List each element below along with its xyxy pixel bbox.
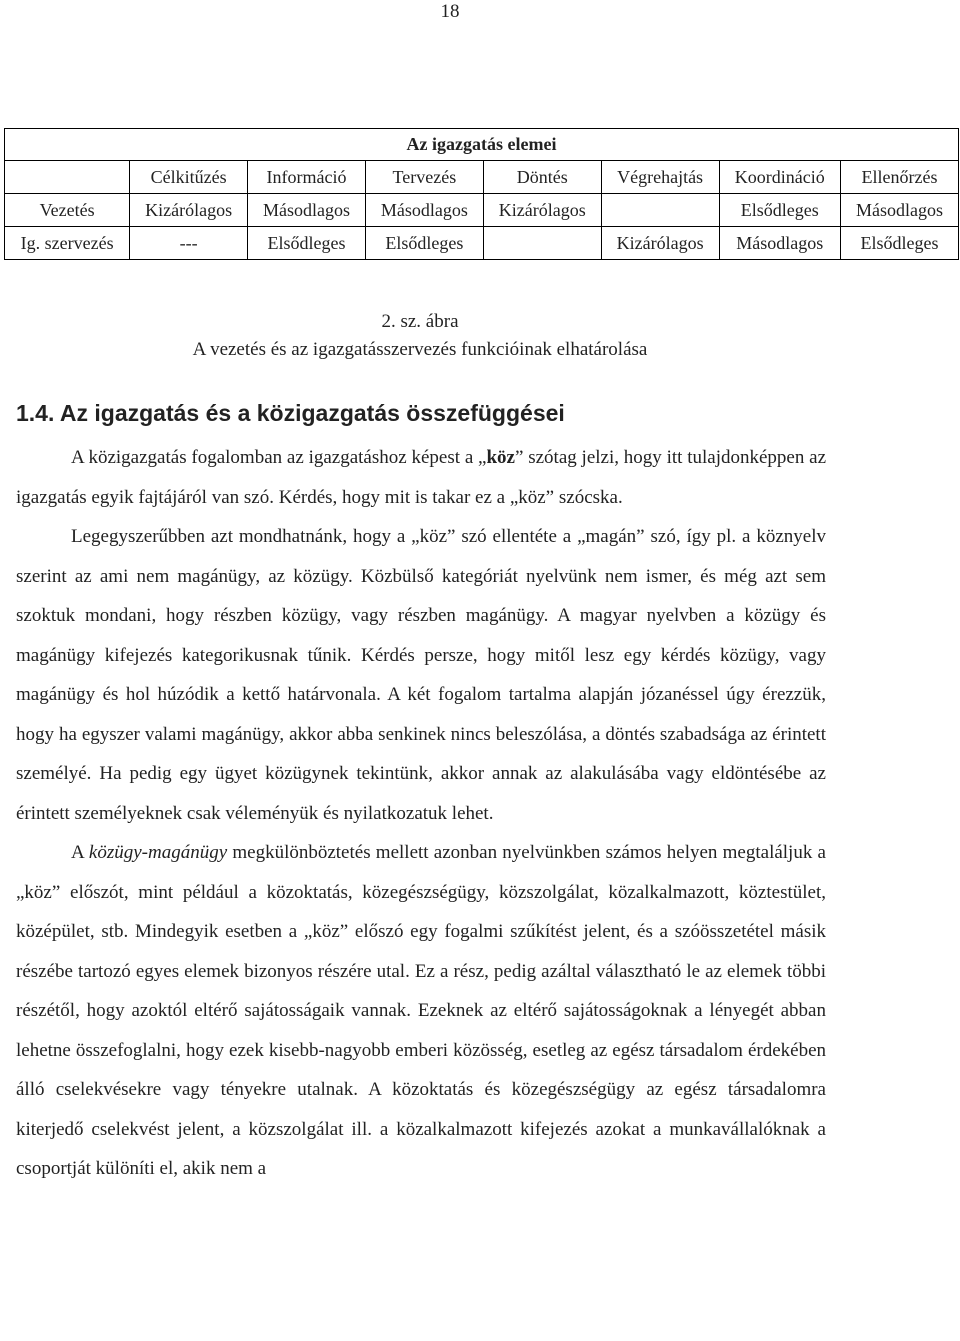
column-header: Koordináció bbox=[719, 161, 841, 194]
table-corner-cell bbox=[5, 161, 130, 194]
table-cell: Kizárólagos bbox=[130, 194, 248, 227]
text-run: A közigazgatás fogalomban az igazgatáshoz képest a „ bbox=[71, 447, 487, 468]
table-cell: Elsődleges bbox=[719, 194, 841, 227]
elements-table bbox=[4, 128, 959, 260]
section-heading: 1.4. Az igazgatás és a közigazgatás összefüggései bbox=[16, 400, 565, 426]
table-cell: Elsődleges bbox=[248, 227, 366, 260]
table-cell: Elsődleges bbox=[841, 227, 959, 260]
emphasized-term: köz bbox=[486, 447, 515, 468]
text-run: megkülönböztetés mellett azonban nyelvünkben számos helyen megtaláljuk a „köz” előszót, mint például a közoktatás, közegészségügy, közszolgálat, közalkalmazott, köztestület, középület, stb. Mindegyik esetben a „köz” előszó egy fogalmi szűkítést jelent, és a szóösszetétel másik részébe tartozó egyes elemek bizonyos részére utal. Ez a rész, pedig azáltal választható le az elemek többi részétől, hogy azoktól eltérő sajátosságaik vannak. Ezeknek az eltérő sajátosságoknak a lényegét abban lehetne összefoglalni, hogy ezek kisebb-nagyobb emberi közösség, esetleg az egész társadalom érdekében álló cselekvésekre vagy tényekre utalnak. A közoktatás és közegészségügy az egész társadalomra kiterjedő cselekvést jelent, a közszolgálat ill. a közalkalmazott kifejezés azokat a munkavállalóknak a csoportját különíti el, akik nem a bbox=[16, 842, 826, 1179]
text-run: A bbox=[71, 842, 89, 863]
text-run: ” szótag jelzi, hogy itt tulajdonképpen az igazgatás egyik fajtájáról van szó. Kérdés, hogy mit is takar ez a „köz” szócska. bbox=[16, 447, 827, 508]
figure-title: A vezetés és az igazgatásszervezés funkcióinak elhatárolása bbox=[192, 339, 648, 360]
column-header: Ellenőrzés bbox=[841, 161, 959, 194]
paragraph bbox=[16, 438, 826, 517]
table-title-row bbox=[5, 129, 959, 161]
column-header: Célkitűzés bbox=[130, 161, 248, 194]
table-title: Az igazgatás elemei bbox=[5, 129, 959, 161]
paragraph bbox=[16, 833, 826, 1189]
figure-number: 2. sz. ábra bbox=[381, 311, 459, 332]
column-header: Döntés bbox=[483, 161, 601, 194]
page-number: 18 bbox=[440, 1, 460, 22]
table-cell: Másodlagos bbox=[719, 227, 841, 260]
table-cell bbox=[483, 227, 601, 260]
table-cell: Kizárólagos bbox=[483, 194, 601, 227]
table-cell bbox=[601, 194, 719, 227]
column-header: Tervezés bbox=[365, 161, 483, 194]
column-header: Végrehajtás bbox=[601, 161, 719, 194]
row-label: Ig. szervezés bbox=[5, 227, 130, 260]
table-cell: --- bbox=[130, 227, 248, 260]
table-cell: Másodlagos bbox=[841, 194, 959, 227]
row-label: Vezetés bbox=[5, 194, 130, 227]
table-header-row bbox=[5, 161, 959, 194]
figure-caption bbox=[0, 308, 840, 364]
table-row bbox=[5, 227, 959, 260]
table-cell: Kizárólagos bbox=[601, 227, 719, 260]
italic-term: közügy-magánügy bbox=[88, 842, 228, 863]
table-cell: Másodlagos bbox=[248, 194, 366, 227]
column-header: Információ bbox=[248, 161, 366, 194]
paragraph: Legegyszerűbben azt mondhatnánk, hogy a „köz” szó ellentéte a „magán” szó, így pl. a köznyelv szerint az ami nem magánügy, az közügy. Közbülső kategóriát nyelvünk nem ismer, és még azt sem szoktuk mondani, hogy részben közügy, vagy részben magánügy. A magyar nyelvben a közügy és magánügy kifejezés kategorikusnak tűnik. Kérdés persze, hogy mitől lesz egy kérdés közügy, vagy magánügy és hol húzódik a kettő határvonala. A két fogalom tartalma alapján józanéssel úgy érezzük, hogy ha egyszer valami magánügy, akkor abba senkinek nincs beleszólása, a döntés szabadsága az érintett személyé. Ha pedig egy ügyet közügynek tekintünk, akkor annak az alakulásába vagy eldöntésébe az érintett személyeknek csak véleményük és nyilatkozatuk lehet. bbox=[16, 526, 826, 824]
body-text bbox=[16, 438, 826, 1189]
table-cell: Elsődleges bbox=[365, 227, 483, 260]
table-cell: Másodlagos bbox=[365, 194, 483, 227]
table-row bbox=[5, 194, 959, 227]
